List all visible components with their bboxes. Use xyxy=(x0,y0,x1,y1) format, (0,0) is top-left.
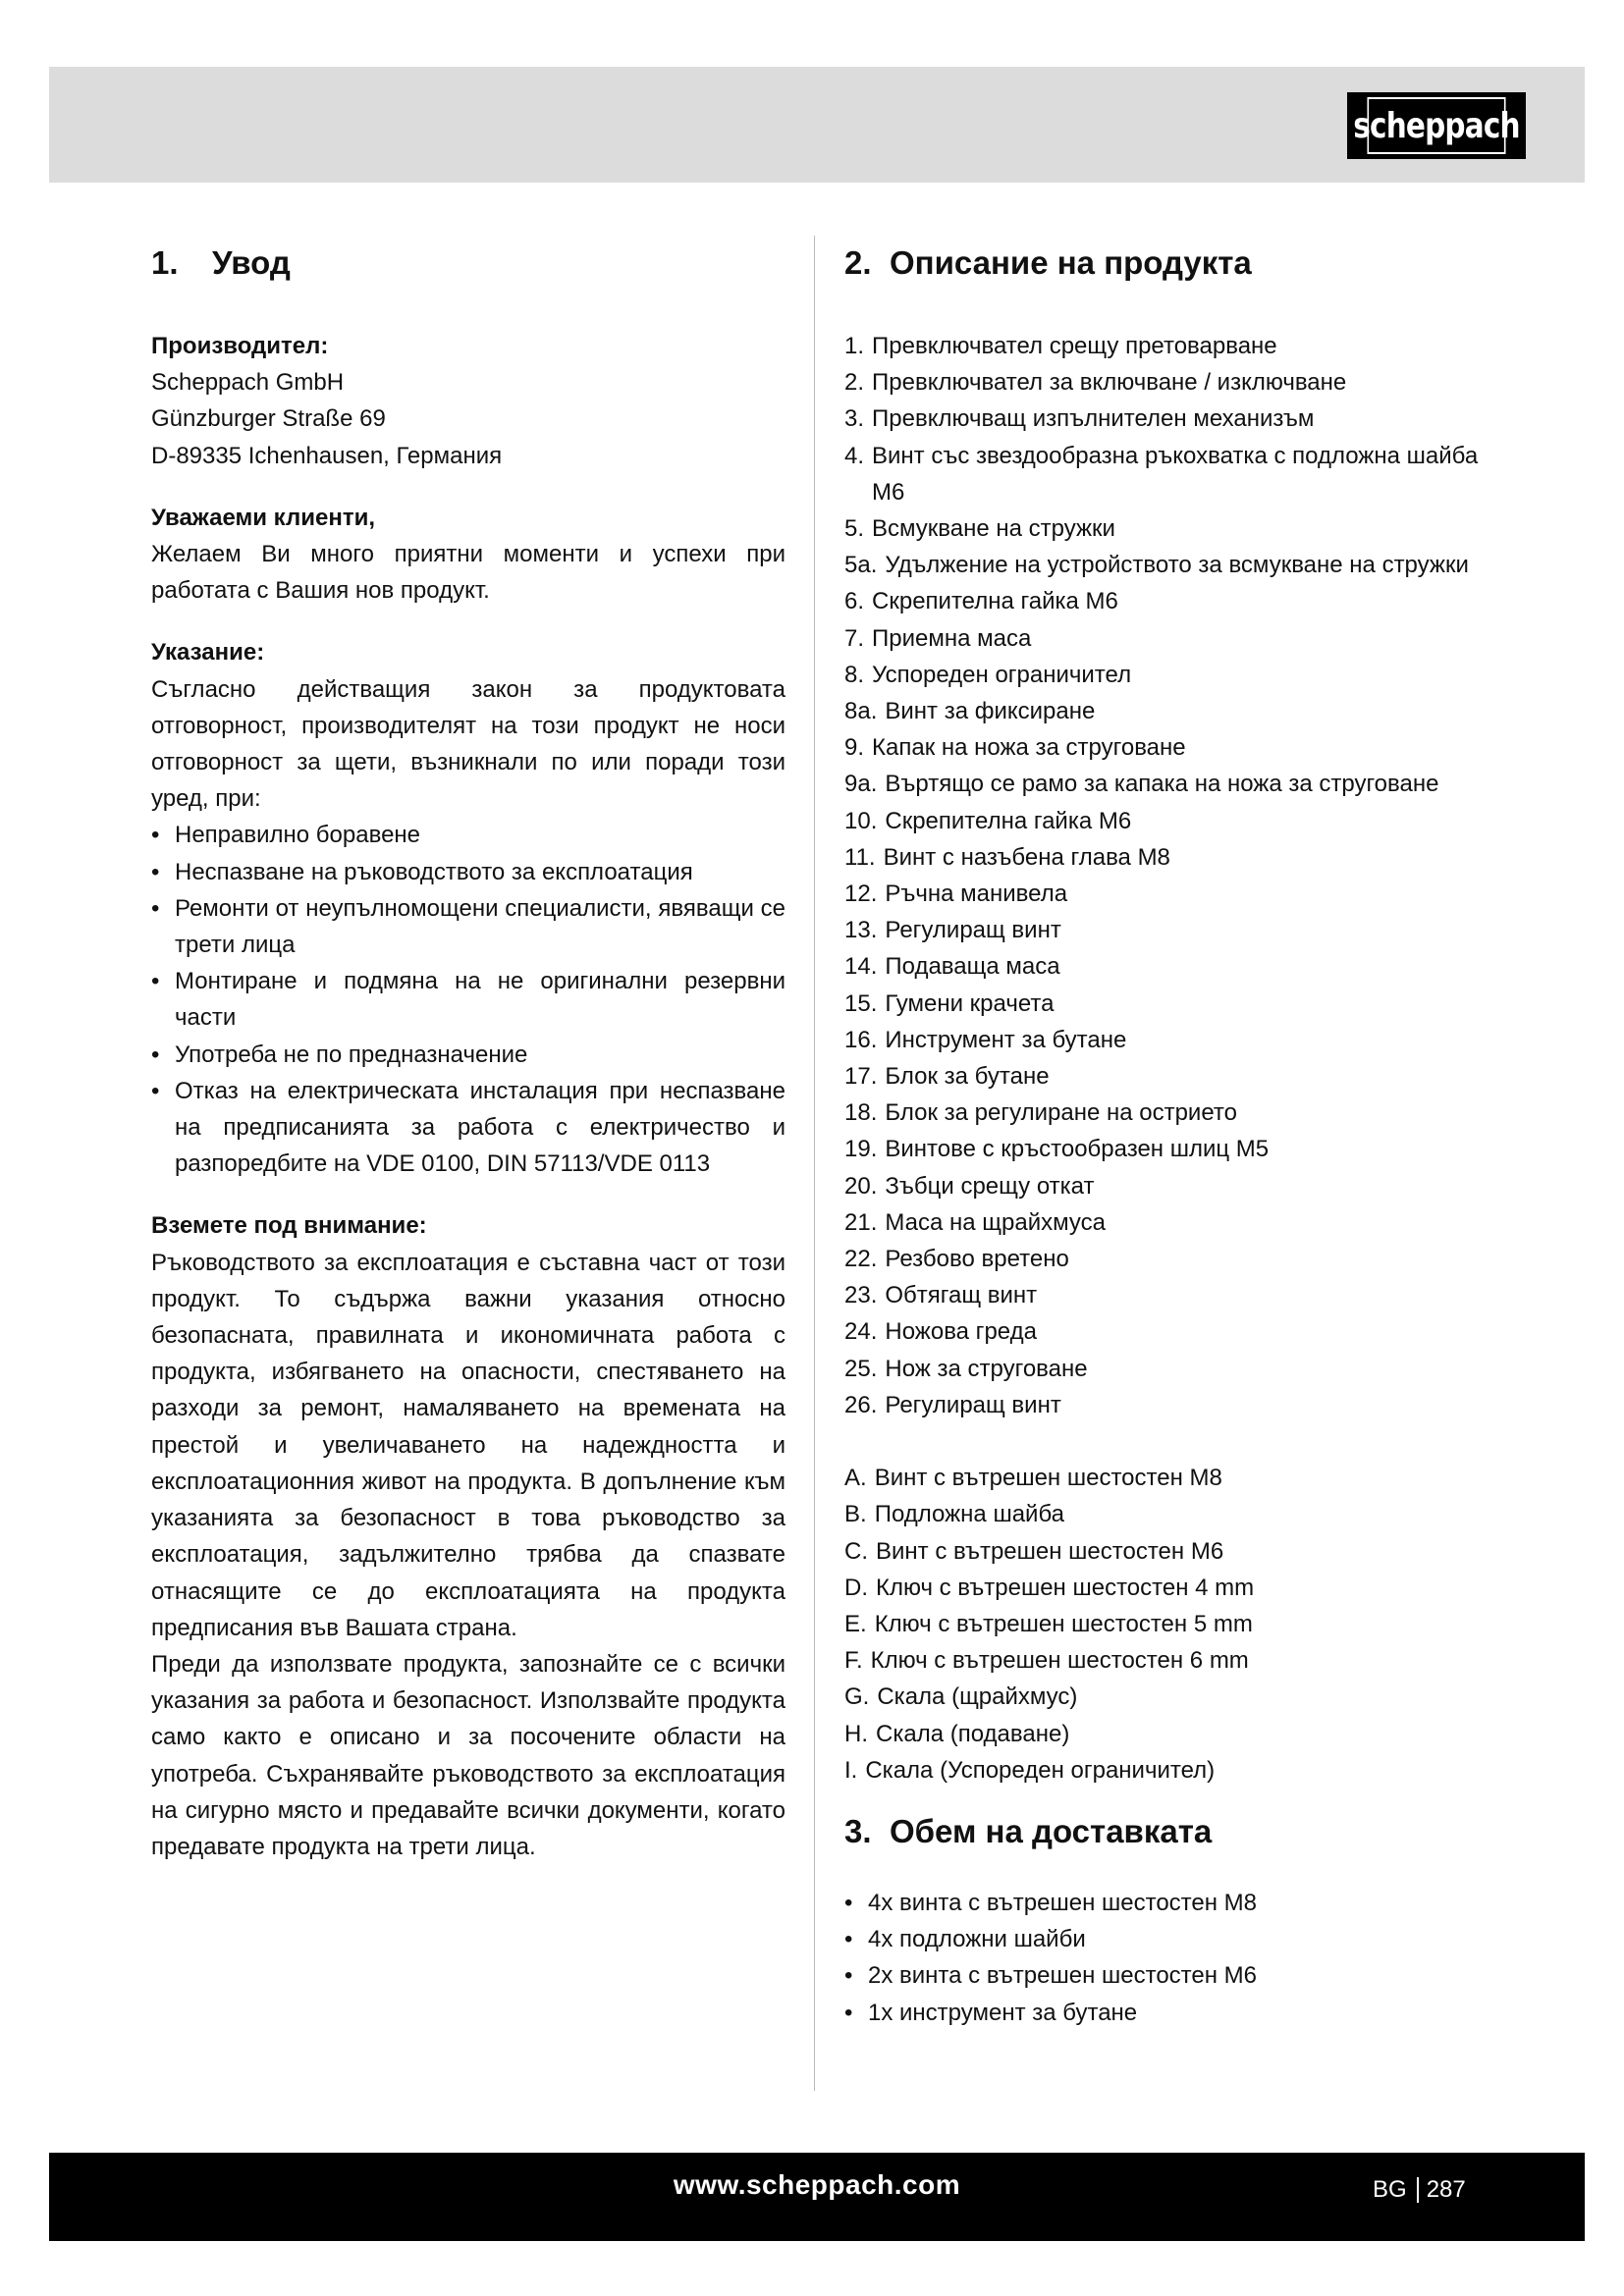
list-item: • Отказ на електрическата инсталация при неспазване на предписанията за работа с електричество и разпоредбите на VDE 0100, DIN 57113/VDE 0113 xyxy=(151,1073,785,1183)
item-number: 3. xyxy=(844,405,865,433)
list-item xyxy=(844,1095,1483,1131)
attention-label: Вземете под внимание: xyxy=(151,1212,427,1240)
list-item: • 1x инструмент за бутане xyxy=(844,1995,1483,2031)
list-item: • 4x винта с вътрешен шестостен M8 xyxy=(844,1885,1483,1921)
item-number: H. xyxy=(844,1720,868,1747)
item-number: 7. xyxy=(844,624,865,652)
list-item xyxy=(844,839,1483,876)
list-item xyxy=(844,328,1483,364)
item-number: 20. xyxy=(844,1172,878,1200)
item-number: 25. xyxy=(844,1355,878,1382)
item-number: 26. xyxy=(844,1391,878,1418)
item-text: Ключ с вътрешен шестостен 4 mm xyxy=(876,1574,1255,1601)
list-item: • Неправилно боравене xyxy=(151,817,785,853)
list-item xyxy=(844,912,1483,948)
attention-text: Ръководството за експлоатация е съставна част от този продукт. То съдържа важни указания относно безопасната, правилната и икономичната работа с продукта, избягването на опасности, спестяването на разходи за ремонт, намаляването на времената на престой и увеличаването на надеждността и експлоатационния живот на продукта. В допълнение към указанията за безопасност в това ръководство за експлоатация, задължително трябва да спазвате отнасящите се до експлоатацията на продукта предписания във Вашата страна. xyxy=(151,1249,785,1641)
website-link[interactable]: www.scheppach.com xyxy=(673,2169,961,2200)
list-item xyxy=(844,657,1483,693)
attention-text: Преди да използвате продукта, запознайте се с всички указания за работа и безопасност. Използвайте продукта само както е описано и за посочените области на употреба. Съхранявайте ръководството за експлоатация на сигурно място и предавайте всички документи, когато предавате продукта на трети лица. xyxy=(151,1650,785,1860)
item-number: 14. xyxy=(844,953,878,981)
item-text: Инструмент за бутане xyxy=(885,1026,1127,1053)
accessories-list xyxy=(844,1460,1483,1789)
item-text: Винт със звездообразна ръкохватка с подложна шайба M6 xyxy=(872,442,1479,506)
item-number: 16. xyxy=(844,1026,878,1053)
section-number: 3. xyxy=(844,1812,872,1849)
list-item xyxy=(844,1460,1483,1496)
item-text: Скала (Успореден ограничител) xyxy=(865,1756,1216,1784)
item-number: 10. xyxy=(844,807,878,834)
item-number: 13. xyxy=(844,917,878,944)
list-item xyxy=(844,400,1483,437)
item-text: Скала (щрайхмус) xyxy=(877,1683,1078,1711)
list-item xyxy=(844,1606,1483,1642)
item-number: 21. xyxy=(844,1208,878,1236)
list-item xyxy=(844,583,1483,619)
item-number: G. xyxy=(844,1683,870,1711)
list-item xyxy=(844,1642,1483,1679)
customers-block xyxy=(151,500,785,610)
right-column xyxy=(844,241,1483,2031)
list-item xyxy=(844,1716,1483,1752)
item-number: 24. xyxy=(844,1318,878,1346)
item-number: 12. xyxy=(844,881,878,908)
item-text: Ключ с вътрешен шестостен 6 mm xyxy=(870,1647,1249,1675)
item-number: 8a. xyxy=(844,698,878,725)
item-text: Винт с вътрешен шестостен M6 xyxy=(876,1537,1224,1565)
item-text: Блок за бутане xyxy=(885,1063,1050,1091)
list-item xyxy=(844,766,1483,802)
notice-block xyxy=(151,634,785,1182)
item-text: Гумени крачета xyxy=(885,989,1055,1017)
list-item: • Ремонти от неупълномощени специалисти, явяващи се трети лица xyxy=(151,890,785,963)
item-text: Удължение на устройството за всмукване на стружки xyxy=(885,552,1469,579)
delivery-list xyxy=(844,1885,1483,2031)
manufacturer-line: D-89335 Ichenhausen, Германия xyxy=(151,442,503,469)
list-item xyxy=(844,438,1483,510)
item-text: Капак на ножа за струговане xyxy=(872,734,1186,762)
item-number: 22. xyxy=(844,1246,878,1273)
item-number: 17. xyxy=(844,1063,878,1091)
item-number: 1. xyxy=(844,333,865,359)
list-item xyxy=(844,693,1483,729)
list-item xyxy=(844,510,1483,547)
item-number: 4. xyxy=(844,442,865,469)
list-item xyxy=(844,1168,1483,1204)
parts-list xyxy=(844,328,1483,1423)
notice-label: Указание: xyxy=(151,639,265,667)
section-title: Увод xyxy=(212,244,291,281)
page-separator xyxy=(1417,2177,1419,2203)
list-item xyxy=(844,1570,1483,1606)
item-text: Обтягащ винт xyxy=(885,1282,1038,1309)
section-number: 1. xyxy=(151,244,179,281)
list-item: • 4x подложни шайби xyxy=(844,1921,1483,1957)
item-number: E. xyxy=(844,1610,867,1637)
item-text: Приемна маса xyxy=(872,624,1032,652)
item-number: 9a. xyxy=(844,771,878,798)
notice-text: Съгласно действащия закон за продуктовата отговорност, производителят на този продукт не носи отговорност за щети, възникнали по или поради този уред, при: xyxy=(151,675,785,813)
item-text: Превключвател за включване / изключване xyxy=(872,369,1347,397)
item-text: Резбово вретено xyxy=(885,1246,1069,1273)
item-number: B. xyxy=(844,1501,867,1528)
item-number: 5a. xyxy=(844,552,878,579)
item-text: Подложна шайба xyxy=(874,1501,1064,1528)
list-item xyxy=(844,1496,1483,1532)
list-item xyxy=(844,1387,1483,1423)
list-item: • 2x винта с вътрешен шестостен M6 xyxy=(844,1957,1483,1994)
list-item xyxy=(844,1679,1483,1715)
list-item xyxy=(844,1058,1483,1095)
manufacturer-label: Производител: xyxy=(151,333,329,359)
item-text: Винт с назъбена глава M8 xyxy=(883,843,1170,871)
item-number: F. xyxy=(844,1647,863,1675)
list-item xyxy=(844,1022,1483,1058)
item-text: Винт с вътрешен шестостен M8 xyxy=(874,1465,1222,1492)
list-item xyxy=(844,1204,1483,1241)
item-text: Ножова греда xyxy=(885,1318,1037,1346)
language-code: BG xyxy=(1373,2176,1407,2203)
manufacturer-line: Scheppach GmbH xyxy=(151,369,345,397)
item-text: Маса на щрайхмуса xyxy=(885,1208,1106,1236)
customers-label: Уважаеми клиенти, xyxy=(151,504,375,531)
list-item xyxy=(844,1131,1483,1167)
list-item xyxy=(844,1351,1483,1387)
list-item xyxy=(844,364,1483,400)
list-item xyxy=(844,948,1483,985)
scheppach-logo xyxy=(1347,92,1526,159)
logo-text: scheppach xyxy=(1367,97,1505,154)
item-text: Регулиращ винт xyxy=(885,917,1061,944)
item-number: 18. xyxy=(844,1099,878,1127)
item-number: 9. xyxy=(844,734,865,762)
section-3-heading xyxy=(844,1810,1483,1853)
manufacturer-block xyxy=(151,328,785,474)
page-number: 287 xyxy=(1426,2176,1466,2203)
item-text: Регулиращ винт xyxy=(885,1391,1061,1418)
section-2-heading xyxy=(844,241,1483,285)
list-item xyxy=(844,1752,1483,1789)
list-item xyxy=(844,547,1483,583)
item-number: 23. xyxy=(844,1282,878,1309)
item-text: Ръчна манивела xyxy=(885,881,1068,908)
item-number: 8. xyxy=(844,661,865,688)
item-number: 11. xyxy=(844,843,876,871)
column-divider xyxy=(814,236,815,2091)
item-number: 5. xyxy=(844,515,865,543)
list-item xyxy=(844,1277,1483,1313)
item-text: Превключващ изпълнителен механизъм xyxy=(872,405,1315,433)
item-text: Блок за регулиране на острието xyxy=(885,1099,1237,1127)
item-number: C. xyxy=(844,1537,868,1565)
item-number: 2. xyxy=(844,369,865,397)
list-item: • Употреба не по предназначение xyxy=(151,1037,785,1073)
item-text: Скрепителна гайка M6 xyxy=(885,807,1132,834)
item-number: A. xyxy=(844,1465,867,1492)
list-item: • Неспазване на ръководството за експлоатация xyxy=(151,854,785,890)
list-item xyxy=(844,1313,1483,1350)
item-number: 19. xyxy=(844,1136,878,1163)
item-text: Всмукване на стружки xyxy=(872,515,1115,543)
item-text: Въртящо се рамо за капака на ножа за струговане xyxy=(885,771,1439,798)
list-item xyxy=(844,1241,1483,1277)
item-text: Винтове с кръстообразен шлиц M5 xyxy=(885,1136,1270,1163)
section-title: Обем на доставката xyxy=(890,1812,1213,1849)
section-1-heading xyxy=(151,241,785,285)
item-text: Зъбци срещу откат xyxy=(885,1172,1095,1200)
list-item xyxy=(844,729,1483,766)
item-text: Успореден ограничител xyxy=(872,661,1132,688)
notice-list xyxy=(151,817,785,1182)
item-text: Скала (подаване) xyxy=(876,1720,1070,1747)
item-number: I. xyxy=(844,1756,858,1784)
item-number: 15. xyxy=(844,989,878,1017)
attention-block xyxy=(151,1207,785,1865)
item-text: Подаваща маса xyxy=(885,953,1060,981)
left-column xyxy=(151,241,785,1865)
list-item xyxy=(844,986,1483,1022)
list-item xyxy=(844,1533,1483,1570)
item-text: Превключвател срещу претоварване xyxy=(872,333,1277,359)
item-number: D. xyxy=(844,1574,868,1601)
customers-text: Желаем Ви много приятни моменти и успехи при работата с Вашия нов продукт. xyxy=(151,541,785,605)
list-item xyxy=(844,876,1483,912)
section-title: Описание на продукта xyxy=(890,244,1252,281)
list-item xyxy=(844,620,1483,657)
item-text: Винт за фиксиране xyxy=(885,698,1096,725)
list-item: • Монтиране и подмяна на не оригинални резервни части xyxy=(151,963,785,1036)
list-item xyxy=(844,803,1483,839)
item-text: Скрепителна гайка M6 xyxy=(872,588,1118,615)
item-text: Ключ с вътрешен шестостен 5 mm xyxy=(874,1610,1253,1637)
item-number: 6. xyxy=(844,588,865,615)
item-text: Нож за струговане xyxy=(885,1355,1088,1382)
section-number: 2. xyxy=(844,244,872,281)
page-indicator xyxy=(1373,2176,1466,2204)
manufacturer-line: Günzburger Straße 69 xyxy=(151,405,386,433)
